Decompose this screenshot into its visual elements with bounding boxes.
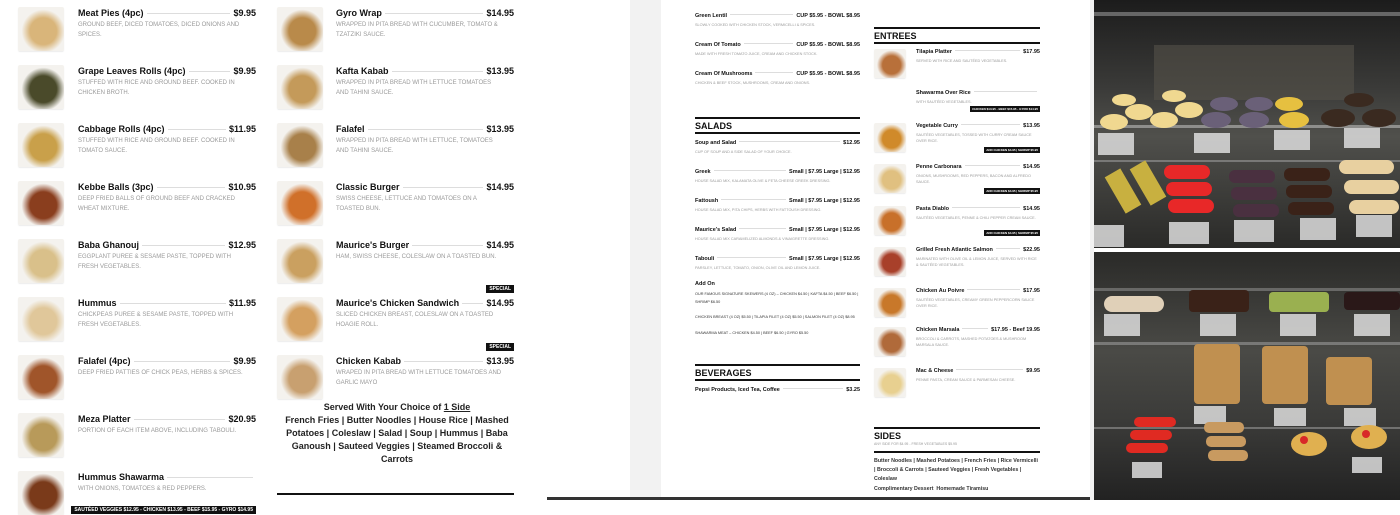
leader-dots xyxy=(462,303,483,304)
item-name: Tilapia Platter xyxy=(916,49,952,55)
menu-item-row xyxy=(336,240,514,250)
menu-item-row xyxy=(695,71,860,77)
item-price: $11.95 xyxy=(228,124,256,134)
item-name: Soup and Salad xyxy=(695,140,737,146)
item-price: $20.95 xyxy=(228,414,256,424)
menu-item-row xyxy=(916,164,1040,170)
item-description: SWISS CHEESE, LETTUCE AND TOMATOES ON A TOASTED BUN. xyxy=(336,196,477,213)
pastry-case-image xyxy=(1094,0,1400,248)
sides-list: French Fries | Butter Noodles | House Rice | Mashed Potatoes | Coleslaw | Salad | Soup | Hummus | Baba Ganoush | Sauteed Veggies | Steamed Broccoli & Carrots xyxy=(285,415,509,464)
food-photo xyxy=(18,65,64,109)
item-price: $12.95 xyxy=(843,140,860,146)
leader-dots xyxy=(147,13,231,14)
food-photo xyxy=(18,181,64,225)
menu-item-row xyxy=(78,182,256,192)
menu-item-row xyxy=(78,472,256,482)
item-description: PENNE PASTA, CREAM SAUCE & PARMESAN CHEESE. xyxy=(916,378,1016,382)
item-price: Small | $7.95 Large | $12.95 xyxy=(789,227,860,233)
item-name: Classic Burger xyxy=(336,182,400,192)
item-name: Shawarma Over Rice xyxy=(916,90,971,96)
item-description: CHICKPEAS PUREE & SESAME PASTE, TOPPED WITH FRESH VEGETABLES. xyxy=(78,312,234,329)
food-photo xyxy=(874,368,906,397)
item-price: $3.25 xyxy=(846,387,860,393)
item-description: WITH ONIONS, TOMATOES & RED PEPPERS. xyxy=(78,486,207,492)
leader-dots xyxy=(403,187,484,188)
leader-dots xyxy=(167,477,253,478)
food-photo xyxy=(18,239,64,283)
item-name: Hummus Shawarma xyxy=(78,472,165,482)
leader-dots xyxy=(157,187,226,188)
leader-dots xyxy=(952,207,1020,208)
food-photo xyxy=(277,239,323,283)
item-description: WRAPPED IN PITA BREAD WITH LETTUCE, TOMATOES AND TAHINI SAUCE. xyxy=(336,138,493,155)
item-price: $13.95 xyxy=(486,124,514,134)
price-badge: SPECIAL xyxy=(486,343,514,351)
menu-item-row xyxy=(916,206,1040,212)
item-name: Grape Leaves Rolls (4pc) xyxy=(78,66,186,76)
item-description: HAM, SWISS CHEESE, COLESLAW ON A TOASTED BUN. xyxy=(336,254,497,260)
menu-item-row xyxy=(695,387,860,393)
menu-item-row xyxy=(336,182,514,192)
item-name: Green Lentil xyxy=(695,13,728,19)
item-description: MARINATED WITH OLIVE OIL & LEMON JUICE, SERVED WITH RICE & SAUTÉED VEGETABLES. xyxy=(916,257,1037,268)
item-name: Pepsi Products, Iced Tea, Coffee xyxy=(695,387,780,393)
menu-item-row xyxy=(916,123,1040,129)
addon-line: SHAWARMA MEAT – CHICKEN $4.50 | BEEF $6.50 | GYRO $5.50 xyxy=(695,331,809,335)
menu-item-row xyxy=(78,66,256,76)
item-description: EGGPLANT PUREE & SESAME PASTE, TOPPED WITH FRESH VEGETABLES. xyxy=(78,254,231,271)
food-photo xyxy=(18,413,64,457)
menu-item-row xyxy=(916,327,1040,333)
item-price: $9.95 xyxy=(233,66,256,76)
item-price: Small | $7.95 Large | $12.95 xyxy=(789,256,860,262)
menu-item-row xyxy=(695,140,860,146)
item-description: CUP OF SOUP AND A SIDE SALAD OF YOUR CHOICE. xyxy=(695,150,792,154)
menu-item-row xyxy=(695,227,860,233)
item-description: HOUSE SALAD MIX, PITA CHIPS, HERBS WITH FATTOUSH DRESSING. xyxy=(695,208,822,212)
price-badge: SPECIAL xyxy=(486,285,514,293)
item-price: $9.95 xyxy=(1026,368,1040,374)
menu-item-row xyxy=(78,8,256,18)
menu-item-row xyxy=(695,13,860,19)
dessert-note: Complimentary Dessert Homemade Tiramisu xyxy=(874,486,989,492)
item-price: $22.95 xyxy=(1023,247,1040,253)
leader-dots xyxy=(717,257,786,258)
item-price: $13.95 xyxy=(486,356,514,366)
item-name: Falafel xyxy=(336,124,365,134)
item-name: Maurice's Salad xyxy=(695,227,737,233)
item-description: STUFFED WITH RICE AND GROUND BEEF. COOKED IN TOMATO SAUCE. xyxy=(78,138,235,155)
item-price: $14.95 xyxy=(1023,206,1040,212)
bakery-display-photo-bottom xyxy=(1094,252,1400,500)
item-price: $12.95 xyxy=(228,240,256,250)
section-title-entrees: ENTREES xyxy=(874,27,1040,44)
item-price: $9.95 xyxy=(233,8,256,18)
menu-item-row xyxy=(916,368,1040,374)
item-name: Greek xyxy=(695,169,711,175)
item-name: Chicken Marsala xyxy=(916,327,960,333)
food-photo xyxy=(277,297,323,341)
item-price: $17.95 - Beef 19.95 xyxy=(991,327,1040,333)
leader-dots xyxy=(412,245,483,246)
price-badge: ADD CHICKEN $4.95 | SHRIMP $5.95 xyxy=(986,148,1038,152)
food-photo xyxy=(277,65,323,109)
leader-dots xyxy=(955,50,1020,51)
food-photo xyxy=(874,123,906,152)
leader-dots xyxy=(755,72,793,73)
item-description: PORTION OF EACH ITEM ABOVE, INCLUDING TABOULI. xyxy=(78,428,237,434)
item-description: HOUSE SALAD MIX CARAMELIZED ALMONDS & VINAIGRETTE DRESSING. xyxy=(695,237,830,241)
leader-dots xyxy=(134,419,226,420)
item-name: Meat Pies (4pc) xyxy=(78,8,144,18)
food-photo xyxy=(18,355,64,399)
item-price: Small | $7.95 Large | $12.95 xyxy=(789,169,860,175)
item-price: $14.95 xyxy=(486,182,514,192)
item-price: $17.95 xyxy=(1023,288,1040,294)
pastry-case-image xyxy=(1094,252,1400,500)
item-description: CHICKEN & BEEF STOCK, MUSHROOMS, CREAM AND ONIONS. xyxy=(695,81,811,85)
item-name: Gyro Wrap xyxy=(336,8,382,18)
menu-item-row xyxy=(916,247,1040,253)
item-price: $17.95 xyxy=(1023,49,1040,55)
item-name: Baba Ghanouj xyxy=(78,240,140,250)
item-name: Pasta Diablo xyxy=(916,206,950,212)
item-description: WRAPED IN PITA BREAD WITH LETTUCE TOMATOES AND GARLIC MAYO xyxy=(336,370,502,387)
food-photo xyxy=(874,288,906,317)
item-description: WITH SAUTÉED VEGETABLES. xyxy=(916,100,972,104)
item-price: $14.95 xyxy=(486,298,514,308)
leader-dots xyxy=(714,170,786,171)
leader-dots xyxy=(189,71,231,72)
item-name: Kafta Kabab xyxy=(336,66,389,76)
food-photo xyxy=(874,327,906,356)
item-description: SLOWLY COOKED WITH CHICKEN STOCK, VERMICELLI & SPICES. xyxy=(695,23,816,27)
item-description: WRAPPED IN PITA BREAD WITH CUCUMBER, TOMATO & TZATZIKI SAUCE. xyxy=(336,22,498,39)
menu-item-row xyxy=(336,8,514,18)
leader-dots xyxy=(974,91,1037,92)
menu-item-row xyxy=(78,124,256,134)
leader-dots xyxy=(368,129,484,130)
item-price: $9.95 xyxy=(233,356,256,366)
menu-item-row xyxy=(336,124,514,134)
leader-dots xyxy=(404,361,483,362)
item-description: DEEP FRIED PATTIES OF CHICK PEAS, HERBS & SPICES. xyxy=(78,370,243,376)
sides-list: Butter Noodles | Mashed Potatoes | French Fries | Rice Vermicelli | Broccoli & Carrots | Sauteed Veggies | Fresh Vegetables | Coleslaw xyxy=(874,458,1038,482)
item-name: Grilled Fresh Atlantic Salmon xyxy=(916,247,993,253)
addon-line: OUR FAMOUS SIGNATURE SKEWERS (4 OZ) – CHICKEN $4.50 | KAFTA $4.50 | BEEF $6.50 | SHRIMP $6.50 xyxy=(695,292,859,304)
item-name: Tabouli xyxy=(695,256,715,262)
leader-dots xyxy=(134,361,231,362)
section-title-beverages: BEVERAGES xyxy=(695,364,860,381)
item-price: $10.95 xyxy=(228,182,256,192)
item-description: BROCCOLI & CARROTS, MASHED POTATOES & MUSHROOM MARSALA SAUCE. xyxy=(916,337,1027,348)
leader-dots xyxy=(385,13,484,14)
menu-item-row xyxy=(336,356,514,366)
menu-item-row xyxy=(695,42,860,48)
leader-dots xyxy=(996,248,1020,249)
leader-dots xyxy=(142,245,225,246)
item-description: GROUND BEEF, DICED TOMATOES, DICED ONIONS AND SPICES. xyxy=(78,22,240,39)
food-photo xyxy=(18,123,64,167)
menu-item-row xyxy=(695,169,860,175)
leader-dots xyxy=(962,328,988,329)
item-name: Chicken Kabab xyxy=(336,356,402,366)
food-photo xyxy=(18,7,64,51)
food-photo xyxy=(18,297,64,341)
item-name: Maurice's Burger xyxy=(336,240,410,250)
item-description: SAUTÉED VEGETABLES, PENNE & CHILI PEPPER CREAM SAUCE. xyxy=(916,216,1036,220)
leader-dots xyxy=(965,165,1021,166)
item-name: Kebbe Balls (3pc) xyxy=(78,182,154,192)
menu-item-row xyxy=(336,66,514,76)
leader-dots xyxy=(392,71,484,72)
menu-item-row xyxy=(695,198,860,204)
item-name: Chicken Au Poivre xyxy=(916,288,965,294)
sides-title: Served With Your Choice of xyxy=(323,402,444,412)
sides-choice xyxy=(277,401,517,466)
item-name: Mac & Cheese xyxy=(916,368,954,374)
price-badge: ADD CHICKEN $4.95 | SHRIMP $5.95 xyxy=(986,189,1038,193)
leader-dots xyxy=(739,228,786,229)
price-badge: ADD CHICKEN $4.95 | SHRIMP $5.95 xyxy=(986,231,1038,235)
menu-item-row xyxy=(916,288,1040,294)
food-photo xyxy=(874,247,906,276)
leader-dots xyxy=(744,43,794,44)
menu-item-row xyxy=(695,256,860,262)
item-price: $14.95 xyxy=(486,240,514,250)
menu-item-row xyxy=(78,240,256,250)
item-price: $11.95 xyxy=(228,298,256,308)
leader-dots xyxy=(120,303,226,304)
addon-title: Add On xyxy=(695,281,715,287)
item-description: ONIONS, MUSHROOMS, RED PEPPERS, BACON AND ALFREDO SAUCE. xyxy=(916,174,1031,185)
bakery-display-photo-top xyxy=(1094,0,1400,248)
leader-dots xyxy=(956,369,1023,370)
item-price: $13.95 xyxy=(1023,123,1040,129)
addon-line: CHICKEN BREAST (4 OZ) $5.50 | TILAPIA FILET (4 OZ) $5.50 | SALMON FILET (4 OZ) $8.95 xyxy=(695,315,855,319)
page-gap xyxy=(630,0,661,500)
leader-dots xyxy=(783,388,843,389)
menu-item-row xyxy=(916,49,1040,55)
item-name: Cream Of Mushrooms xyxy=(695,71,753,77)
leader-dots xyxy=(961,124,1020,125)
leader-dots xyxy=(730,14,793,15)
item-description: STUFFED WITH RICE AND GROUND BEEF. COOKED IN CHICKEN BROTH. xyxy=(78,80,235,97)
item-description: SAUTÉED VEGETABLES, CREAMY GREEN PEPPERCORN SAUCE OVER RICE. xyxy=(916,298,1035,309)
item-name: Falafel (4pc) xyxy=(78,356,131,366)
item-price: CUP $5.95 - BOWL $8.95 xyxy=(796,71,860,77)
price-badge: CHICKEN $13.95 - BEEF $15.95 - GYRO $14.95 xyxy=(972,107,1038,111)
item-name: Maurice's Chicken Sandwich xyxy=(336,298,460,308)
food-photo xyxy=(277,7,323,51)
item-description: PARSLEY, LETTUCE, TOMATO, ONION, OLIVE OIL AND LEMON JUICE. xyxy=(695,266,821,270)
food-photo xyxy=(874,206,906,235)
item-price: $13.95 xyxy=(486,66,514,76)
item-price: CUP $5.95 - BOWL $8.95 xyxy=(796,13,860,19)
section-title-sides: SIDES xyxy=(874,427,1040,453)
leader-dots xyxy=(967,289,1020,290)
divider xyxy=(277,493,514,495)
menu-item-row xyxy=(916,90,1040,96)
menu-item-row xyxy=(78,414,256,424)
leader-dots xyxy=(739,141,840,142)
item-price: CUP $5.95 - BOWL $8.95 xyxy=(796,42,860,48)
item-name: Vegetable Curry xyxy=(916,123,958,129)
leader-dots xyxy=(721,199,786,200)
food-photo xyxy=(277,123,323,167)
food-photo xyxy=(277,355,323,399)
menu-item-row xyxy=(78,356,256,366)
item-description: SLICED CHICKEN BREAST, COLESLAW ON A TOASTED HOAGIE ROLL. xyxy=(336,312,494,329)
item-price: $14.95 xyxy=(486,8,514,18)
item-description: DEEP FRIED BALLS OF GROUND BEEF AND CRACKED WHEAT MIXTURE. xyxy=(78,196,235,213)
price-badge: SAUTÉED VEGGIES $12.95 - CHICKEN $13.95 - BEEF $15.95 - GYRO $14.95 xyxy=(71,506,256,514)
item-description: HOUSE SALAD MIX, KALAMATA OLIVE & FETA CHEESE GREEK DRESSING. xyxy=(695,179,831,183)
item-description: MADE WITH FRESH TOMATO JUICE, CREAM AND CHICKEN STOCK. xyxy=(695,52,818,56)
sides-subtitle: ANY SIDE FOR $4.95 - FRESH VEGETABLES $5.95 xyxy=(874,442,957,446)
sides-link[interactable]: 1 Side xyxy=(443,402,471,412)
item-name: Cabbage Rolls (4pc) xyxy=(78,124,165,134)
food-photo xyxy=(874,49,906,78)
item-price: Small | $7.95 Large | $12.95 xyxy=(789,198,860,204)
menu-item-row xyxy=(78,298,256,308)
item-name: Penne Carbonara xyxy=(916,164,962,170)
item-description: SAUTÉED VEGETABLES, TOSSED WITH CURRY CREAM SAUCE OVER RICE. xyxy=(916,133,1032,144)
food-photo xyxy=(874,164,906,193)
food-photo xyxy=(277,181,323,225)
item-name: Meza Platter xyxy=(78,414,131,424)
item-price: $14.95 xyxy=(1023,164,1040,170)
item-name: Cream Of Tomato xyxy=(695,42,741,48)
item-description: SERVED WITH RICE AND SAUTÉED VEGETABLES. xyxy=(916,59,1008,63)
item-name: Fattoush xyxy=(695,198,719,204)
leader-dots xyxy=(168,129,226,130)
item-description: WRAPPED IN PITA BREAD WITH LETTUCE TOMATOES AND TAHINI SAUCE. xyxy=(336,80,492,97)
menu-item-row xyxy=(336,298,514,308)
section-title-salads: SALADS xyxy=(695,117,860,134)
item-name: Hummus xyxy=(78,298,117,308)
food-photo xyxy=(18,471,64,515)
